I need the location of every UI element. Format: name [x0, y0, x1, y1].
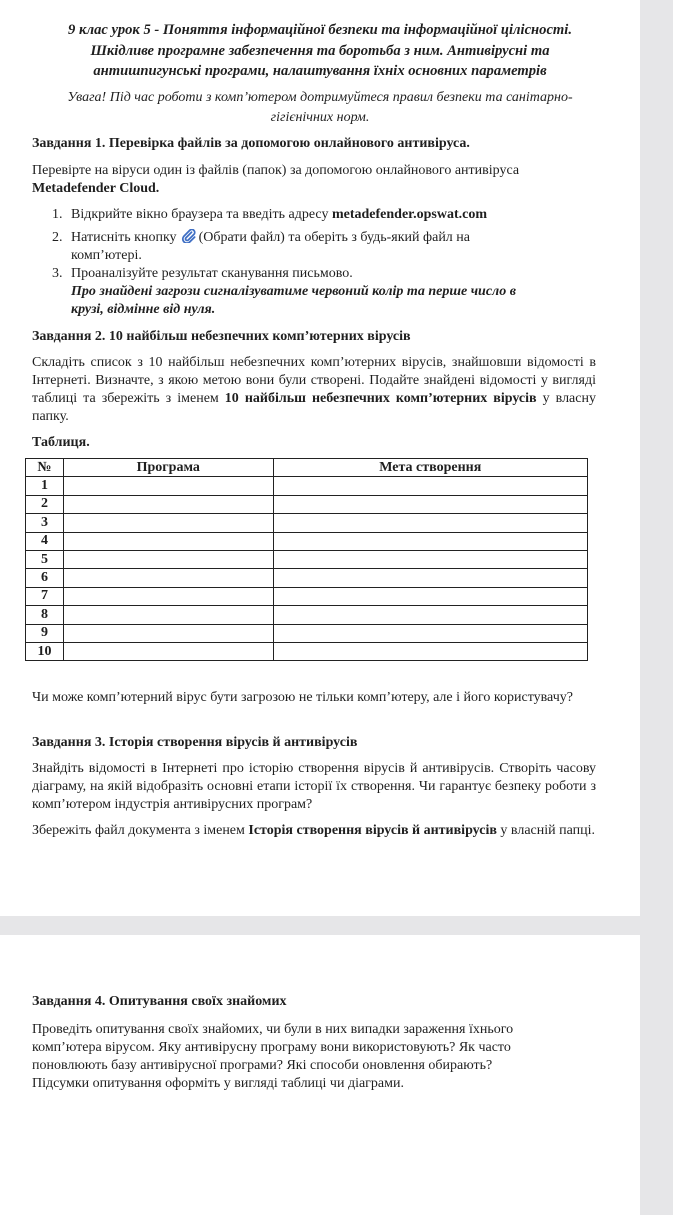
task4-paragraph	[32, 1021, 596, 1093]
task2-paragraph	[32, 354, 596, 426]
warning-line-1: Увага! Під час роботи з комп’ютером дотримуйтеся правил безпеки та санітарно-	[67, 90, 573, 105]
task4-line-3: поновлюють базу антивірусної програми? Які способи оновлення обирають?	[32, 1058, 493, 1073]
row-number: 5	[26, 550, 64, 568]
purpose-cell[interactable]	[273, 587, 587, 605]
step-url: metadefender.opswat.com	[331, 207, 487, 222]
program-cell[interactable]	[63, 477, 273, 495]
title-line-3: антишпигунські програми, налаштування їхніх основних параметрів	[93, 63, 547, 79]
title-line-1: 9 клас урок 5 - Поняття інформаційної безпеки та інформаційної цілісності.	[68, 22, 572, 38]
task1-heading: Завдання 1. Перевірка файлів за допомогою онлайнового антивіруса.	[32, 136, 470, 151]
warning-line-2: гігієнічних норм.	[270, 110, 370, 125]
table-row	[26, 606, 588, 624]
header-program: Програма	[63, 459, 273, 477]
title-line-2: Шкідливе програмне забезпечення та боротьба з ним. Антивірусні та	[90, 42, 550, 59]
row-number: 8	[26, 606, 64, 624]
task4-line-1: Проведіть опитування своїх знайомих, чи були в них випадки зараження їхнього	[32, 1022, 514, 1037]
task1-intro	[32, 162, 596, 198]
purpose-cell[interactable]	[273, 550, 587, 568]
step-text-after-icon: (Обрати файл) та оберіть з будь-який файл на	[198, 230, 470, 245]
lesson-title	[10, 20, 630, 82]
header-number: №	[26, 459, 64, 477]
task4-line-4: Підсумки опитування оформіть у вигляді таблиці чи діаграми.	[32, 1076, 404, 1091]
task1-intro-line: Перевірте на віруси один із файлів (папок) за допомогою онлайнового антивіруса	[32, 163, 520, 178]
task3-heading: Завдання 3. Історія створення вірусів й антивірусів	[32, 735, 358, 750]
program-cell[interactable]	[63, 550, 273, 568]
task3-text: Збережіть файл документа з іменем	[32, 823, 249, 838]
purpose-cell[interactable]	[273, 514, 587, 532]
purpose-cell[interactable]	[273, 569, 587, 587]
program-cell[interactable]	[63, 569, 273, 587]
purpose-cell[interactable]	[273, 606, 587, 624]
program-cell[interactable]	[63, 642, 273, 660]
task2-heading: Завдання 2. 10 найбільш небезпечних комп’ютерних вірусів	[32, 329, 411, 344]
step-number: 2.	[52, 230, 63, 245]
program-cell[interactable]	[63, 514, 273, 532]
task4-line-2: комп’ютера вірусом. Яку антивірусну програму вони використовують? Як часто	[32, 1040, 511, 1055]
row-number: 2	[26, 495, 64, 513]
step-text: Натисніть кнопку	[71, 230, 177, 245]
step-text-line2: комп’ютері.	[71, 248, 142, 263]
purpose-cell[interactable]	[273, 477, 587, 495]
table-row	[26, 514, 588, 532]
row-number: 9	[26, 624, 64, 642]
header-purpose: Мета створення	[273, 459, 587, 477]
task3-filename: Історія створення вірусів й антивірусів	[248, 823, 497, 838]
row-number: 4	[26, 532, 64, 550]
table-row	[26, 532, 588, 550]
program-cell[interactable]	[63, 532, 273, 550]
step-number: 3.	[52, 266, 63, 281]
note-line-2: крузі, відмінне від нуля.	[71, 302, 216, 317]
purpose-cell[interactable]	[273, 624, 587, 642]
row-number: 1	[26, 477, 64, 495]
task1-step-1	[52, 206, 552, 224]
task4-heading: Завдання 4. Опитування своїх знайомих	[32, 994, 287, 1009]
task3-paragraph-2	[32, 822, 596, 840]
row-number: 3	[26, 514, 64, 532]
table-row	[26, 642, 588, 660]
table-row	[26, 550, 588, 568]
virus-table	[25, 458, 588, 661]
table-header-row	[26, 459, 588, 477]
task2-text-tail: у власну папку.	[32, 391, 596, 424]
program-cell[interactable]	[63, 587, 273, 605]
task3-text-tail: у власній папці.	[496, 823, 596, 838]
purpose-cell[interactable]	[273, 532, 587, 550]
task2-question: Чи може комп’ютерний вірус бути загрозою не тільки комп’ютеру, але і його користувачу?	[32, 690, 573, 705]
row-number: 10	[26, 642, 64, 660]
program-cell[interactable]	[63, 624, 273, 642]
safety-warning	[8, 88, 632, 128]
step-text: Відкрийте вікно браузера та введіть адресу	[71, 207, 332, 222]
task1-note	[71, 283, 591, 319]
document-page-2	[0, 935, 640, 1215]
table-row	[26, 495, 588, 513]
task3-paragraph-1: Знайдіть відомості в Інтернеті про історію створення вірусів й антивірусів. Створіть часову діаграму, на якій відобразіть основні етапи історії їх створення. Чи гарантує безпеку роботи з комп’ютером індустрія антивірусних програм?	[32, 761, 596, 812]
purpose-cell[interactable]	[273, 495, 587, 513]
task1-step-2	[52, 229, 552, 265]
table-row	[26, 587, 588, 605]
step-number: 1.	[52, 207, 63, 222]
program-cell[interactable]	[63, 606, 273, 624]
table-label: Таблиця.	[32, 435, 90, 450]
paperclip-icon	[181, 229, 196, 243]
program-cell[interactable]	[63, 495, 273, 513]
task1-service-name: Metadefender Cloud.	[32, 181, 160, 196]
purpose-cell[interactable]	[273, 642, 587, 660]
row-number: 7	[26, 587, 64, 605]
table-row	[26, 624, 588, 642]
task2-text: Складіть список з 10 найбільш небезпечних комп’ютерних вірусів, знайшовши відомості в Інтернеті. Визначте, з якою метою вони були створені. Подайте знайдені відомості у вигляді таблиці та збережіть з іменем	[32, 355, 596, 406]
task1-step-3	[52, 265, 552, 283]
table-row	[26, 477, 588, 495]
row-number: 6	[26, 569, 64, 587]
table-row	[26, 569, 588, 587]
note-line-1: Про знайдені загрози сигналізуватиме червоний колір та перше число в	[71, 284, 516, 299]
step-text: Проаналізуйте результат сканування письмово.	[71, 266, 353, 281]
task2-filename: 10 найбільш небезпечних комп’ютерних вірусів	[224, 391, 537, 406]
